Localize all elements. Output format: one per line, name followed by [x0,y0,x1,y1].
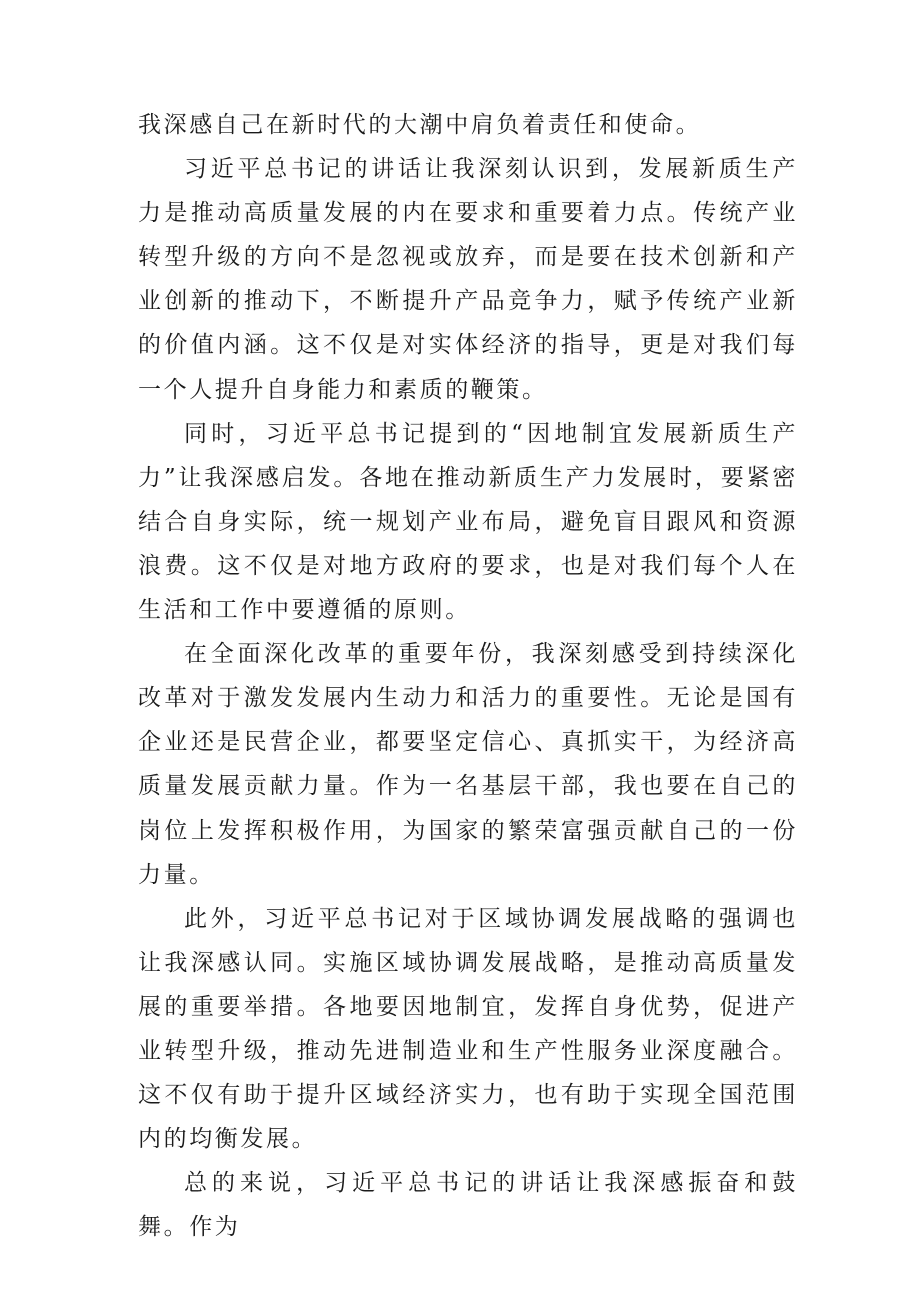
paragraph-3: 同时，习近平总书记提到的“因地制宜发展新质生产力”让我深感启发。各地在推动新质生产力发展时，要紧密结合自身实际，统一规划产业布局，避免盲目跟风和资源浪费。这不仅是对地方政府的要求，也是对我们每个人在生活和工作中要遵循的原则。 [138,420,798,624]
paragraph-6: 总的来说，习近平总书记的讲话让我深感振奋和鼓舞。作为 [138,1170,798,1241]
paragraph-4: 在全面深化改革的重要年份，我深刻感受到持续深化改革对于激发发展内生动力和活力的重要性。无论是国有企业还是民营企业，都要坚定信心、真抓实干，为经济高质量发展贡献力量。作为一名基层干部，我也要在自己的岗位上发挥积极作用，为国家的繁荣富强贡献自己的一份力量。 [138,641,798,888]
document-page [138,103,798,1249]
paragraph-5: 此外，习近平总书记对于区域协调发展战略的强调也让我深感认同。实施区域协调发展战略，是推动高质量发展的重要举措。各地要因地制宜，发挥自身优势，促进产业转型升级，推动先进制造业和生产性服务业深度融合。这不仅有助于提升区域经济实力，也有助于实现全国范围内的均衡发展。 [138,905,798,1153]
paragraph-1: 我深感自己在新时代的大潮中肩负着责任和使命。 [138,112,702,138]
paragraph-2: 习近平总书记的讲话让我深刻认识到，发展新质生产力是推动高质量发展的内在要求和重要着力点。传统产业转型升级的方向不是忽视或放弃，而是要在技术创新和产业创新的推动下，不断提升产品竞争力，赋予传统产业新的价值内涵。这不仅是对实体经济的指导，更是对我们每一个人提升自身能力和素质的鞭策。 [138,156,798,403]
